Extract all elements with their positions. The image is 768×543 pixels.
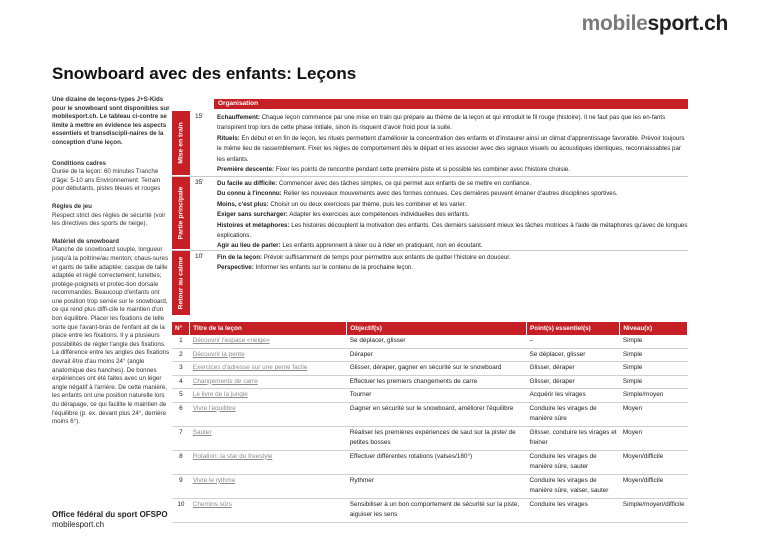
table-row <box>172 348 688 362</box>
lesson-link[interactable]: Rotation: la star du freestyle <box>190 450 347 474</box>
sidebar-intro: Une dizaine de leçons-types J+S-Kids pour le snowboard sont disponibles sur mobilesport.ch. Le tableau ci-contre se limite à mettre en évidence les aspects essentiels et transdiscipli-naires de la conception d'une leçon. <box>52 96 170 146</box>
phase-time: 10' <box>195 253 204 260</box>
phase-line-text: Adapter les exercices aux compétences individuelles des enfants. <box>287 211 470 219</box>
phase-line-text: Les enfants apprennent à skier ou à rider en pratiquant, non en écoutant. <box>280 242 483 250</box>
cell-objective: Tourner <box>347 389 527 403</box>
phase-line-bold: Histoires et métaphores: <box>217 221 290 229</box>
phase-label: Retour au calme <box>177 256 185 310</box>
phase-line-text: Informer les enfants sur le contenu de la prochaine leçon. <box>253 264 414 272</box>
cell-level: Moyen/difficile <box>620 450 688 474</box>
phase-cooldown <box>172 251 688 315</box>
cell-level: Simple <box>620 348 688 362</box>
phase-label-bar <box>172 177 190 249</box>
cell-objective: Rythmer <box>347 474 527 498</box>
conditions-text: Durée de la leçon: 60 minutes Tranche d'âge: 5-10 ans Environnement: Terrain pour débutants, pistes bleues et rouges <box>52 168 161 193</box>
table-row <box>172 426 688 450</box>
cell-number: 7 <box>172 426 190 450</box>
cell-key-points: Se déplacer, glisser <box>527 348 620 362</box>
table-row <box>172 498 688 522</box>
cell-key-points: Conduire les virages de manière sûre <box>527 402 620 426</box>
logo-part-2: sport.ch <box>647 12 728 35</box>
phase-text <box>217 113 688 175</box>
cell-key-points: Conduire les virages <box>527 498 620 522</box>
phase-line-bold: Première descente: <box>217 166 275 174</box>
rules-title: Règles de jeu <box>52 202 92 210</box>
phase-line-text: Fixer les points de rencontre pendant cette première piste et si possible les combiner avec l'histoire choisie. <box>274 166 571 174</box>
cell-key-points: Acquérir les virages <box>527 389 620 403</box>
material-title: Matériel de snowboard <box>52 237 120 245</box>
cell-number: 3 <box>172 362 190 376</box>
rules-section <box>52 203 170 229</box>
phase-text <box>217 179 688 252</box>
footer <box>52 510 168 530</box>
lesson-link[interactable]: Chemins sûrs <box>190 498 347 522</box>
table-header-row <box>172 322 688 335</box>
column-header-level: Niveau(x) <box>620 322 688 335</box>
cell-level: Simple <box>620 375 688 389</box>
phase-label-bar <box>172 251 190 315</box>
phase-label: Partie principale <box>177 186 185 240</box>
material-text: Planche de snowboard souple, longueur jusqu'à la poitrine/au menton; chaus-sures et gants de taille adaptée; casque de taille adaptée et réglé correctement; lunettes; protège-poignets et protec-tion dorsale recommandés. Beaucoup d'enfants ont une position trop serrée sur le snowboard, ce qui rend plus diffi-cile le maintien d'un bon équilibre. Placer les fixations de telle sorte que l'avant-bras de l'enfant ait de la place entre les fixations. Il y a plusieurs possibilités de régler l'angle des fixations. La différence entre les angles des fixations devrait être d'au moins 24° (angle anatomique des hanches). De bonnes expériences ont été faites avec un léger angle négatif à l'arrière. De cette manière, les enfants ont une position naturelle lors du dérapage, ce qui facilite le maintien de l'équilibre (p. ex. devant plus 24°, derrière moins 6°). <box>52 246 170 426</box>
phase-line-text: Relier les nouveaux mouvements avec des formes connues. Ces dernières peuvent émaner d'autres disciplines sportives. <box>281 190 618 198</box>
lesson-link[interactable]: Découvrir l'espace «neige» <box>190 335 347 348</box>
phase-warmup <box>172 111 688 175</box>
column-header-objective: Objectif(s) <box>347 322 527 335</box>
lessons-table <box>172 322 688 523</box>
phase-line-bold: Perspective: <box>217 264 254 272</box>
phase-line-bold: Moins, c'est plus: <box>217 200 269 208</box>
phase-line-bold: Agir au lieu de parler: <box>217 242 281 250</box>
cell-level: Simple <box>620 335 688 348</box>
table-row <box>172 389 688 403</box>
cell-level: Moyen <box>620 402 688 426</box>
cell-key-points: – <box>527 335 620 348</box>
phase-text <box>217 253 688 274</box>
rules-text: Respect strict des règles de sécurité (voir les directives des sports de neige). <box>52 211 166 228</box>
column-header-title: Titre de la leçon <box>190 322 347 335</box>
table-row <box>172 474 688 498</box>
phase-line-bold: Rituels: <box>217 134 240 142</box>
phase-line-text: Choisir un ou deux exercices par thème, puis les combiner et les varier. <box>268 200 467 208</box>
lesson-link[interactable]: Vivre l'équilibre <box>190 402 347 426</box>
phase-line-text: En début et en fin de leçon, les rituels permettent d'améliorer la concentration des enfants et d'instaurer ainsi un climat d'apprentissage favorable. Prévoir toujours le même lieu de rassemblement. Fixer les règles de comportement dès le départ et les associer avec des signaux visuels ou acoustiques identiques, reconnaissables par les enfants. <box>217 134 685 163</box>
conditions-section <box>52 160 170 194</box>
phase-line-bold: Du connu à l'inconnu: <box>217 190 282 198</box>
phase-line-text: Chaque leçon commence par une mise en train qui prépare au thème de la leçon et qui introduit le fil rouge (histoire). Il ne faut pas que les en-fants transpirent trop lors de cette phase initiale, sinon ils risquent d'avoir froid pour la suite. <box>217 114 666 132</box>
lesson-link[interactable]: Vivre le rythme <box>190 474 347 498</box>
cell-objective: Effectuer différentes rotations (valses/180°) <box>347 450 527 474</box>
page-title: Snowboard avec des enfants: Leçons <box>52 64 357 83</box>
material-section <box>52 238 170 427</box>
table-row <box>172 335 688 348</box>
cell-level: Simple/moyen/difficile <box>620 498 688 522</box>
cell-number: 8 <box>172 450 190 474</box>
cell-objective: Déraper <box>347 348 527 362</box>
cell-level: Moyen <box>620 426 688 450</box>
table-row <box>172 362 688 376</box>
cell-number: 10 <box>172 498 190 522</box>
cell-key-points: Conduire les virages de manière sûre, valser, sauter <box>527 474 620 498</box>
cell-objective: Réaliser les premières expériences de saut sur la piste/ de petites bosses <box>347 426 527 450</box>
phase-line-bold: Echauffement: <box>217 114 260 121</box>
cell-key-points: Glisser, déraper <box>527 375 620 389</box>
cell-key-points: Conduire les virages de manière sûre, sauter <box>527 450 620 474</box>
cell-objective: Glisser, déraper, gagner en sécurité sur le snowboard <box>347 362 527 376</box>
cell-level: Simple/moyen <box>620 389 688 403</box>
footer-site: mobilesport.ch <box>52 520 105 529</box>
cell-objective: Sensibiliser à un bon comportement de sécurité sur la piste, aiguiser les sens <box>347 498 527 522</box>
lesson-link[interactable]: Sauter <box>190 426 347 450</box>
conditions-title: Conditions cadres <box>52 159 106 167</box>
cell-number: 5 <box>172 389 190 403</box>
phase-line-text: Commencer avec des tâches simples, ce qui permet aux enfants de se mettre en confiance. <box>277 180 531 187</box>
phase-line-bold: Fin de la leçon: <box>217 254 263 261</box>
phase-label: Mise en train <box>177 122 185 164</box>
column-header-key-points: Point(s) essentiel(s) <box>527 322 620 335</box>
lesson-link[interactable]: Exercices d'adresse sur une pente facile <box>190 362 347 376</box>
footer-org: Office fédéral du sport OFSPO <box>52 510 168 519</box>
lesson-link[interactable]: Le livre de la jungle <box>190 389 347 403</box>
lesson-link[interactable]: Changements de carre <box>190 375 347 389</box>
phase-line-bold: Exiger sans surcharger: <box>217 211 288 219</box>
cell-number: 4 <box>172 375 190 389</box>
cell-key-points: Glisser, déraper <box>527 362 620 376</box>
mobilesport-logo <box>582 12 728 36</box>
phase-line-text: Les histoires découplent la motivation des enfants. Ces derniers saisissent mieux les tâches motrices à l'aide de métaphores qu'avec de longues explications. <box>217 221 688 240</box>
sidebar <box>52 96 170 436</box>
cell-number: 1 <box>172 335 190 348</box>
cell-number: 6 <box>172 402 190 426</box>
cell-objective: Se déplacer, glisser <box>347 335 527 348</box>
table-row <box>172 450 688 474</box>
phase-time: 35' <box>195 179 204 186</box>
table-row <box>172 402 688 426</box>
cell-number: 9 <box>172 474 190 498</box>
cell-level: Simple <box>620 362 688 376</box>
column-header-number: N° <box>172 322 190 335</box>
phase-time: 15' <box>195 113 204 120</box>
phase-main <box>172 177 688 249</box>
cell-objective: Effectuer les premiers changements de carre <box>347 375 527 389</box>
table-row <box>172 375 688 389</box>
cell-level: Moyen/difficile <box>620 474 688 498</box>
cell-objective: Gagner en sécurité sur le snowboard, améliorer l'équilibre <box>347 402 527 426</box>
phase-line-text: Prévoir suffisamment de temps pour permettre aux enfants de quitter l'histoire en douceur. <box>262 254 511 261</box>
lesson-link[interactable]: Découvrir la pente <box>190 348 347 362</box>
logo-part-1: mobile <box>581 12 648 35</box>
cell-number: 2 <box>172 348 190 362</box>
organisation-header: Organisation <box>214 99 688 109</box>
phase-label-bar <box>172 111 190 175</box>
cell-key-points: Glisser, conduire les virages et freiner <box>527 426 620 450</box>
phase-line-bold: Du facile au difficile: <box>217 180 278 187</box>
